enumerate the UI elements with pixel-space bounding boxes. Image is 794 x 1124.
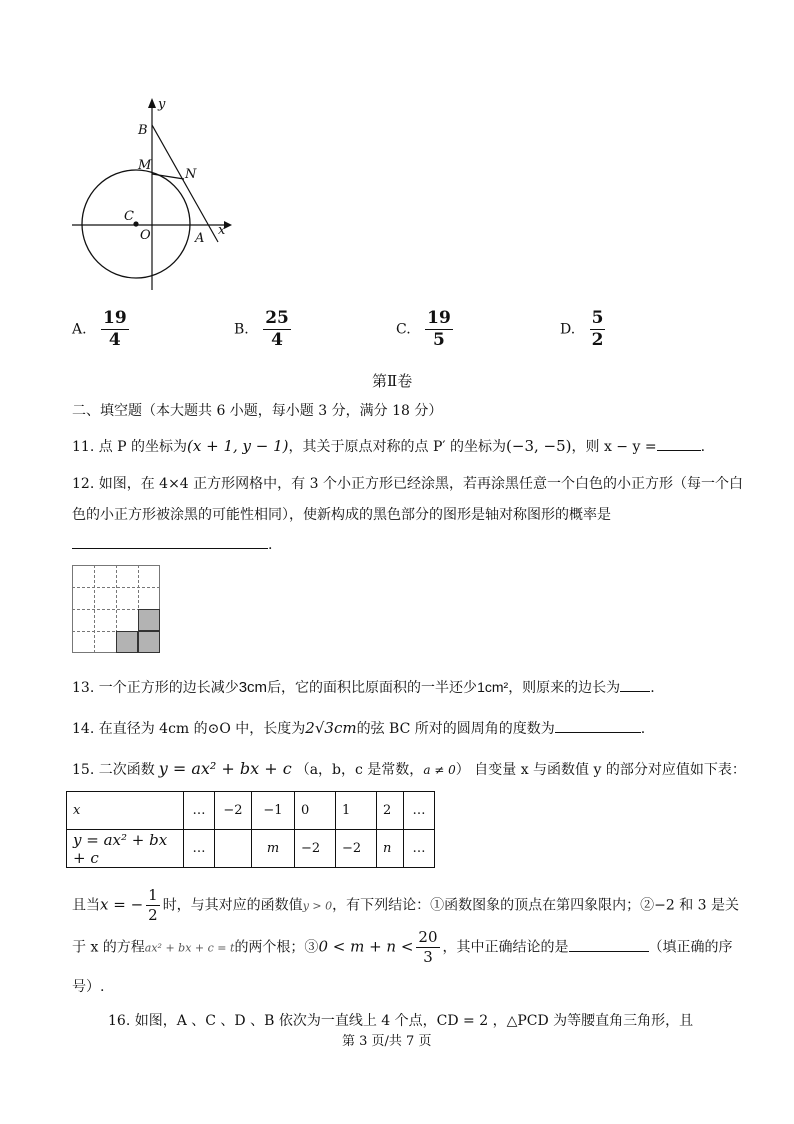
grid-figure [72, 565, 160, 653]
answer-blank[interactable] [555, 718, 641, 733]
segment-mn [152, 174, 184, 179]
question-15-cont3: 号）. [72, 979, 105, 995]
option-letter: C. [396, 321, 411, 338]
quadratic-function: y = ax² + bx + c [158, 759, 292, 778]
twenty-thirds-fraction: $\frac{20}{3}$ [418, 928, 438, 966]
option-letter: A. [72, 321, 87, 338]
question-12-line2: 色的小正方形被涂黑的可能性相同），使新构成的黑色部分的图形是轴对称图形的概率是 [72, 507, 611, 523]
option-letter: D. [560, 321, 576, 338]
option-b[interactable] [234, 310, 294, 349]
question-16: 16. 如图，A 、C 、D 、B 依次为一直线上 4 个点，CD = 2 ，△PCD 为等腰直角三角形，且 [108, 1013, 694, 1029]
coord-p: (x + 1, y − 1) [187, 437, 289, 455]
question-14: 14. 在直径为 4cm 的⊙O 中，长度为2√3cm的弦 BC 所对的圆周角的度数为 . [72, 719, 646, 737]
page-footer: 第 3 页/共 7 页 [342, 1034, 432, 1049]
option-fraction: $\frac{5}{2}$ [591, 308, 604, 350]
option-fraction: $\frac{19}{5}$ [427, 308, 451, 350]
question-15: 15. 二次函数 y = ax² + bx + c （a，b，c 是常数，a ≠ 0） 自变量 x 与函数值 y 的部分对应值如下表： [72, 759, 746, 778]
section-heading: 二、填空题（本大题共 6 小题，每小题 3 分，满分 18 分） [72, 403, 443, 419]
question-12-line1: 12. 如图，在 4×4 正方形网格中，有 3 个小正方形已经涂黑，若再涂黑任意一个白色的小正方形（每一个白 [72, 476, 743, 492]
label-m: M [138, 158, 152, 173]
label-o: O [140, 228, 151, 243]
option-letter: B. [234, 321, 249, 338]
values-table [66, 791, 435, 868]
center-point-c [133, 221, 138, 226]
answer-blank[interactable] [569, 937, 649, 952]
shaded-cell [116, 631, 138, 653]
question-11: 11. 点 P 的坐标为(x + 1, y − 1)，其关于原点对称的点 P′ 的坐标为(−3, −5)，则 x − y = . [72, 437, 706, 455]
question-15-cont2: 于 x 的方程ax² + bx + c = t的两个根；③0 < m + n < $\frac{20}{3}$ ，其中正确结论的是 （填正确的序 [72, 928, 733, 966]
option-fraction: $\frac{25}{4}$ [265, 308, 289, 350]
chord-length: 2√3cm [305, 719, 357, 737]
y-axis-arrow [148, 98, 156, 108]
label-n: N [185, 167, 197, 182]
half-fraction: $\frac{1}{2}$ [148, 886, 158, 924]
question-13: 13. 一个正方形的边长减少3cm后，它的面积比原面积的一半还少1cm²，则原来的边长为 . [72, 679, 655, 696]
label-a: A [195, 231, 205, 246]
length-value: 3cm [238, 679, 268, 696]
geometry-figure [60, 92, 240, 302]
condition: a ≠ 0 [423, 763, 456, 777]
label-x: x [218, 223, 226, 238]
shaded-cell [138, 631, 160, 653]
area-value: 1cm² [477, 679, 509, 695]
volume-title: 第Ⅱ卷 [372, 372, 413, 390]
coord-p-prime: (−3, −5) [506, 437, 572, 455]
label-c: C [124, 209, 134, 224]
option-d[interactable] [560, 310, 608, 349]
label-y: y [158, 97, 166, 112]
table-row: x … −2 −1 0 1 2 … [67, 792, 435, 830]
option-a[interactable] [72, 310, 132, 349]
question-15-cont1: 且当x = − $\frac{1}{2}$ 时，与其对应的函数值y > 0，有下列结论：①函数图象的顶点在第四象限内；②−2 和 3 是关 [72, 886, 740, 924]
answer-blank[interactable] [620, 677, 650, 692]
question-12-answer: . [72, 534, 272, 553]
answer-blank[interactable] [72, 534, 268, 549]
option-c[interactable] [396, 310, 456, 349]
label-b: B [138, 123, 148, 138]
answer-blank[interactable] [657, 436, 701, 451]
shaded-cell [138, 609, 160, 631]
option-fraction: $\frac{19}{4}$ [103, 308, 127, 350]
table-row: y = ax² + bx + c … m −2 −2 n … [67, 830, 435, 868]
